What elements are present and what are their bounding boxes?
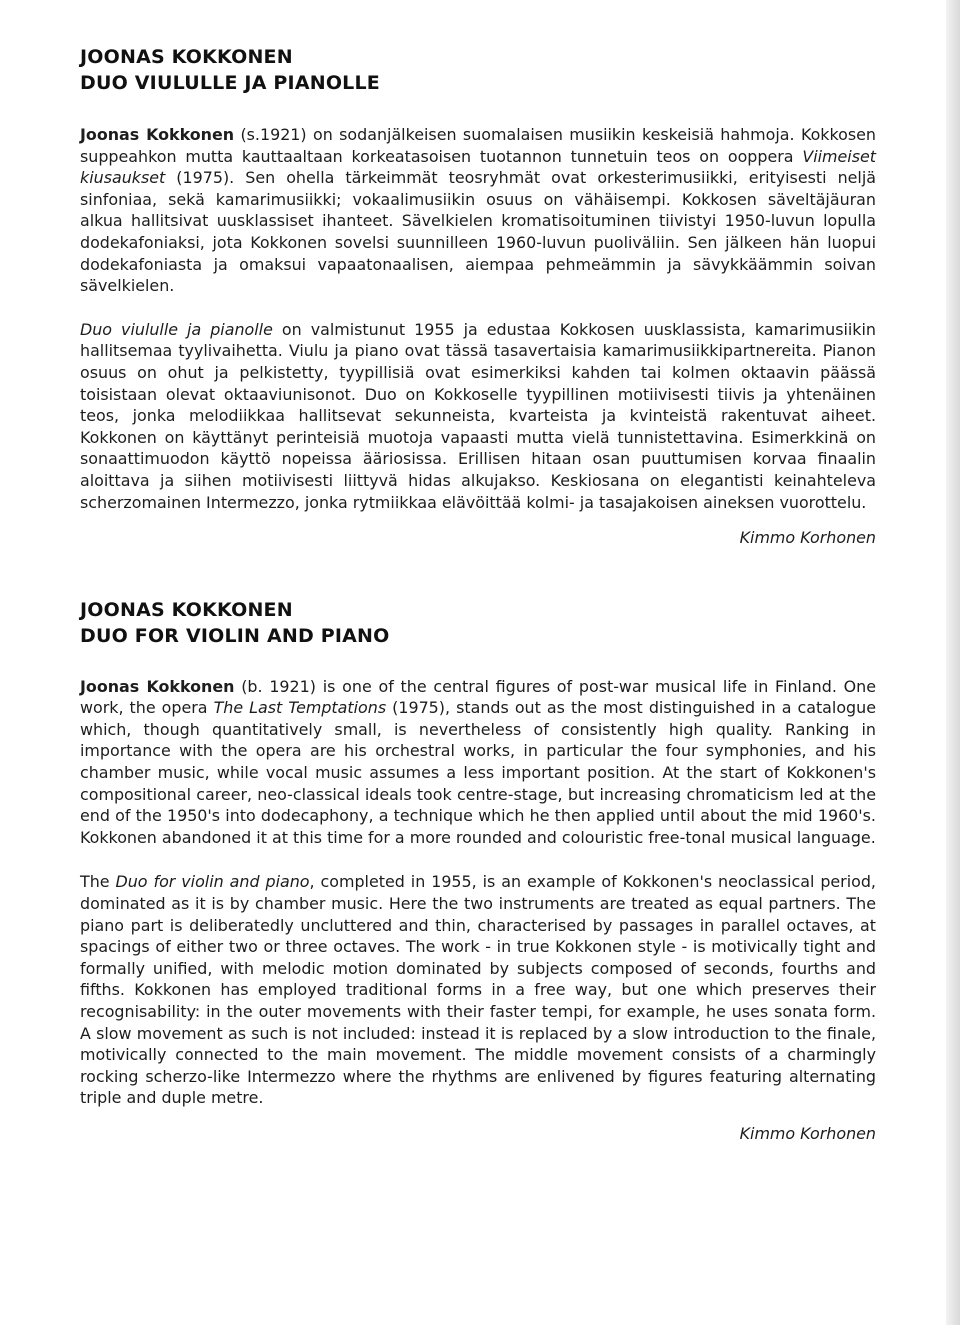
paragraph-text: (1975). Sen ohella tärkeimmät teosryhmät ovat orkesterimusiikki, erityisesti neljä sinfoniaa, sekä kamarimusiikki; vokaalimusiikin osuus on vähäisempi. Kokkosen säveltäjäuran alkua hallitsivat uusklassiset ihanteet. Sävelkielen kromatisoituminen tiivistyi 1950-luvun lopulla dodekafoniaksi, jota Kokkonen sovelsi suunnilleen 1960-luvun puoliväliin. Sen jälkeen hän luopui dodekafoniasta ja omaksui vapaatonaalisen, aiempaa pehmeämmin ja sävykkäämmin soivan sävelkielen. [80, 168, 876, 296]
english-section [80, 597, 876, 1145]
heading-work-title: DUO FOR VIOLIN AND PIANO [80, 624, 390, 647]
paragraph-text: (b. 1921) is one of the central figures of post-war musical life in Finland. One work, the opera [80, 676, 876, 718]
finnish-paragraph-1 [80, 124, 876, 297]
page-edge-shadow [946, 0, 960, 1325]
work-title-italic: Duo viululle ja pianolle [80, 319, 273, 339]
work-title-italic: Duo for violin and piano [115, 872, 310, 892]
composer-name-bold: Joonas Kokkonen [80, 676, 235, 696]
heading-composer: JOONAS KOKKONEN [80, 598, 293, 621]
opera-title-italic: Viimeiset kiusaukset [80, 146, 876, 188]
english-paragraph-2 [80, 871, 876, 1109]
finnish-paragraph-2 [80, 319, 876, 513]
paragraph-text: (1975), stands out as the most distinguished in a catalogue which, though quantitatively small, is nevertheless of consistently high quality. Ranking in importance with the opera are his orchestral works, in particular the four symphonies, and his chamber music, while vocal music assumes a less important position. At the start of Kokkonen's compositional career, neo-classical ideals took centre-stage, but increasing chromaticism led at the end of the 1950's into dodecaphony, a technique which he then applied until about the mid 1960's. Kokkonen abandoned it at this time for a more rounded and colouristic free-tonal musical language. [80, 698, 876, 847]
paragraph-text: on valmistunut 1955 ja edustaa Kokkosen uusklassista, kamarimusiikin hallitsemaa tyylivaihetta. Viulu ja piano ovat tässä tasavertaisia kamarimusiikkipartnereita. Pianon osuus on ohut ja pelkistetty, tyypillisiä ovat esimerkiksi kahden tai kolmen oktaavin päässä toisistaan olevat oktaaviunisonot. Duo on Kokkoselle tyypillinen motiivisesti tiivis ja yhtenäinen teos, jonka melodiikkaa hallitsevat sekunneista, kvarteista ja kvinteistä rakentuvat aiheet. Kokkonen on käyttänyt perinteisiä muotoja vapaasti mutta vielä tunnistettavina. Esimerkkinä on sonaattimuodon käyttö nopeissa ääriosissa. Erillisen hitaan osan puuttumisen korvaa finaalin aloittava ja siihen motiivisesti liittyvä hidas alkujakso. Keskiosana on elegantisti keinahteleva scherzomainen Intermezzo, jonka rytmiikkaa elävöittää kolmi- ja tasajakoisen aineksen vuorottelu. [80, 319, 876, 512]
finnish-heading [80, 44, 876, 96]
opera-title-italic: The Last Temptations [213, 698, 387, 718]
english-signature: Kimmo Korhonen [739, 1123, 876, 1143]
heading-composer: JOONAS KOKKONEN [80, 46, 293, 68]
english-paragraph-1 [80, 676, 876, 849]
paragraph-text: The [80, 872, 116, 892]
finnish-section [80, 44, 876, 549]
heading-work-title: DUO VIULULLE JA PIANOLLE [80, 72, 380, 94]
paragraph-text: , completed in 1955, is an example of Kokkonen's neoclassical period, dominated as it is by chamber music. Here the two instruments are treated as equal partners. The piano part is deliberatedly uncluttered and thin, characterised by passages in parallel octaves, at spacings of either two or three octaves. The work - in true Kokkonen style - is motivically tight and formally unified, with melodic motion dominated by subjects composed of seconds, fourths and fifths. Kokkonen has employed traditional forms in a free way, but one which preserves their recognisability: in the outer movements with their faster tempi, for example, he uses sonata form. A slow movement as such is not included: instead it is replaced by a slow introduction to the finale, motivically connected to the main movement. The middle movement consists of a charmingly rocking scherzo-like Intermezzo where the rhythms are enlivened by figures featuring alternating triple and duple metre. [80, 872, 876, 1108]
paragraph-text: (s.1921) on sodanjälkeisen suomalaisen musiikin keskeisiä hahmoja. Kokkosen suppeahkon mutta kauttaaltaan korkeatasoisen tuotannon tunnetuin teos on ooppera [80, 125, 876, 166]
composer-name-bold: Joonas Kokkonen [80, 125, 235, 144]
document-page [80, 44, 876, 1145]
finnish-signature: Kimmo Korhonen [739, 528, 876, 548]
english-heading [80, 597, 876, 649]
